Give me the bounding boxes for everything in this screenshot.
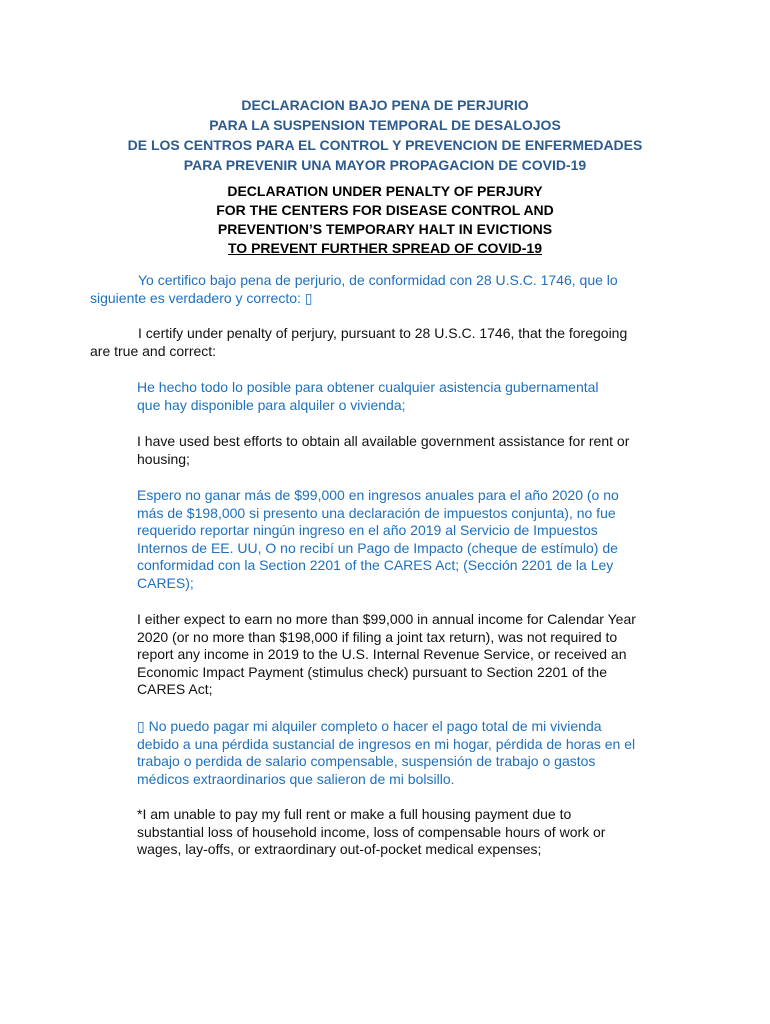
spanish-item-2-line: Internos de EE. UU, O no recibí un Pago de Impacto (cheque de estímulo) de [137,539,618,556]
english-item-2-line: report any income in 2019 to the U.S. Internal Revenue Service, or received an [137,646,627,663]
english-intro-line: are true and correct: [90,342,217,359]
spanish-item-1 [137,379,697,414]
spanish-item-3-line: debido a una pérdida sustancial de ingresos en mi hogar, pérdida de horas en el [137,735,636,752]
spanish-item-2-line: CARES); [137,574,194,591]
english-item-1-line: housing; [137,450,190,467]
english-title [0,182,770,258]
english-title-line: DECLARATION UNDER PENALTY OF PERJURY [227,183,543,199]
english-item-3-line: wages, lay-offs, or extraordinary out-of-pocket medical expenses; [137,841,542,858]
english-item-2 [137,611,697,699]
english-item-2-line: 2020 (or no more than $198,000 if filing a joint tax return), was not required to [137,628,618,645]
spanish-intro-line: Yo certifico bajo pena de perjurio, de conformidad con 28 U.S.C. 1746, que lo [138,272,618,288]
spanish-title-line: PARA LA SUSPENSION TEMPORAL DE DESALOJOS [209,117,561,133]
english-intro-line: I certify under penalty of perjury, pursuant to 28 U.S.C. 1746, that the foregoing [138,325,628,341]
english-item-2-line: Economic Impact Payment (stimulus check) pursuant to Section 2201 of the [137,663,608,680]
spanish-item-3-line: médicos extraordinarios que salieron de mi bolsillo. [137,770,455,787]
english-title-line: PREVENTION’S TEMPORARY HALT IN EVICTIONS [217,221,553,237]
english-item-3 [137,806,697,859]
spanish-title-line: DE LOS CENTROS PARA EL CONTROL Y PREVENCION DE ENFERMEDADES [127,137,643,153]
english-item-3-line: *I am unable to pay my full rent or make a full housing payment due to [137,806,572,822]
spanish-item-2-line: conformidad con la Section 2201 of the CARES Act; (Sección 2201 de la Ley [137,557,614,574]
spanish-title-line: DECLARACION BAJO PENA DE PERJURIO [241,97,529,113]
spanish-item-1-line: que hay disponible para alquiler o vivienda; [137,396,406,413]
spanish-item-1-line: He hecho todo lo posible para obtener cualquier asistencia gubernamental [137,379,599,395]
english-title-line: FOR THE CENTERS FOR DISEASE CONTROL AND [216,202,554,218]
spanish-item-2-line: Espero no ganar más de $99,000 en ingresos anuales para el año 2020 (o no [137,487,619,503]
english-item-2-line: CARES Act; [137,681,213,698]
spanish-title [0,95,770,175]
english-item-3-line: substantial loss of household income, loss of compensable hours of work or [137,823,606,840]
english-item-2-line: I either expect to earn no more than $99,000 in annual income for Calendar Year [137,611,636,627]
english-title-line: TO PREVENT FURTHER SPREAD OF COVID-19 [227,240,542,256]
spanish-intro [90,272,690,307]
english-item-1 [137,433,697,468]
spanish-item-3-line: trabajo o perdida de salario compensable, suspensión de trabajo o gastos [137,753,596,770]
spanish-intro-line: siguiente es verdadero y correcto: ▯ [90,289,313,306]
spanish-title-line: PARA PREVENIR UNA MAYOR PROPAGACION DE COVID-19 [183,157,587,173]
spanish-item-2-line: más de $198,000 si presento una declaración de impuestos conjunta), no fue [137,504,616,521]
spanish-item-3 [137,718,697,788]
spanish-item-2 [137,487,697,593]
spanish-item-3-line: ▯ No puedo pagar mi alquiler completo o hacer el pago total de mi vivienda [137,718,602,734]
english-intro [90,325,690,360]
spanish-item-2-line: requerido reportar ningún ingreso en el año 2019 al Servicio de Impuestos [137,522,598,539]
english-item-1-line: I have used best efforts to obtain all available government assistance for rent or [137,433,630,449]
